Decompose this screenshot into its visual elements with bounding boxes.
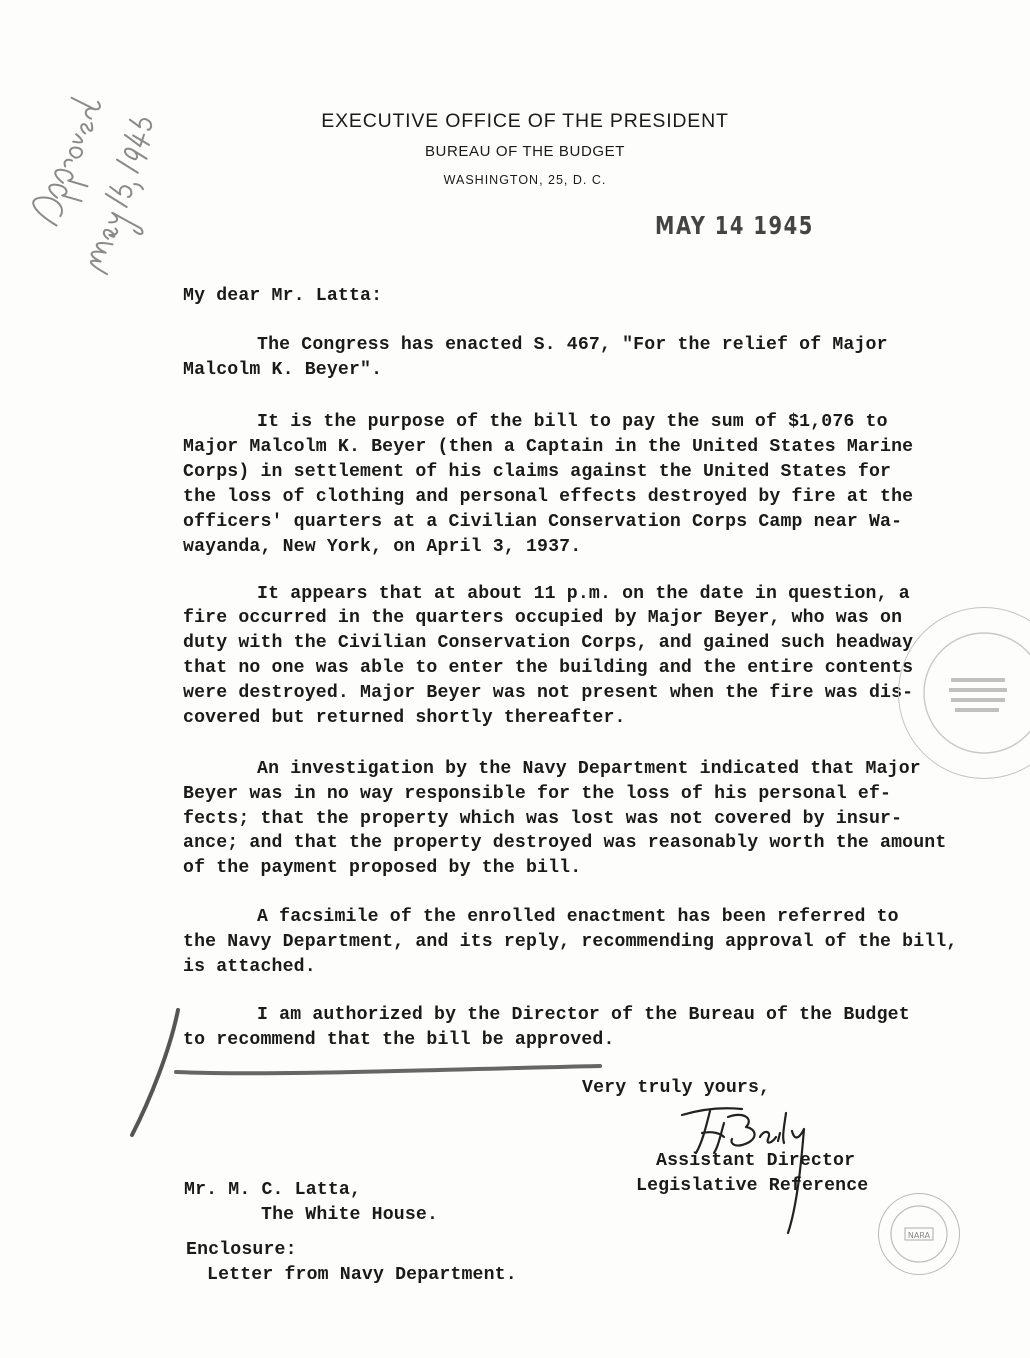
handwritten-approval-note <box>18 48 268 278</box>
paragraph-3-line: It appears that at about 11 p.m. on the date in question, a <box>257 584 910 604</box>
paragraph-5-line: the Navy Department, and its reply, recommending approval of the bill, <box>183 932 958 952</box>
library-seal-stamp <box>898 607 1030 779</box>
enclosure-label: Enclosure: <box>186 1240 297 1260</box>
paragraph-2-line: Corps) in settlement of his claims against the United States for <box>183 462 892 482</box>
letterhead-city: WASHINGTON, 25, D. C. <box>443 173 607 187</box>
closing: Very truly yours, <box>582 1078 771 1098</box>
paragraph-5-line: A facsimile of the enrolled enactment has been referred to <box>257 907 899 927</box>
paragraph-2-line: Major Malcolm K. Beyer (then a Captain in the United States Marine <box>183 437 914 457</box>
addressee-place: The White House. <box>261 1205 439 1225</box>
letterhead-bureau: BUREAU OF THE BUDGET <box>424 143 626 160</box>
paragraph-2-line: It is the purpose of the bill to pay the sum of $1,076 to <box>257 412 888 432</box>
svg-text:NARA: NARA <box>907 1231 931 1240</box>
paragraph-1-line: The Congress has enacted S. 467, "For the relief of Major <box>257 335 888 355</box>
paragraph-3-line: covered but returned shortly thereafter. <box>183 708 626 728</box>
paragraph-2-line: wayanda, New York, on April 3, 1937. <box>183 537 582 557</box>
salutation: My dear Mr. Latta: <box>183 286 383 306</box>
paragraph-4-line: Beyer was in no way responsible for the loss of his personal ef- <box>183 784 892 804</box>
paragraph-2-line: officers' quarters at a Civilian Conservation Corps Camp near Wa- <box>183 512 903 532</box>
paragraph-3-line: that no one was able to enter the building and the entire contents <box>183 658 914 678</box>
paragraph-3-line: were destroyed. Major Beyer was not present when the fire was dis- <box>183 683 914 703</box>
paragraph-1-line: Malcolm K. Beyer". <box>183 360 383 380</box>
paragraph-3-line: duty with the Civilian Conservation Corps, and gained such headway <box>183 633 914 653</box>
paragraph-2-line: the loss of clothing and personal effects destroyed by fire at the <box>183 487 914 507</box>
nara-seal-stamp <box>878 1193 960 1275</box>
date-stamp: MAY 14 1945 <box>655 211 814 240</box>
addressee-name: Mr. M. C. Latta, <box>184 1180 362 1200</box>
pencil-margin-mark <box>120 1000 660 1150</box>
signer-title-line2: Legislative Reference <box>636 1176 869 1196</box>
signer-title-line1: Assistant Director <box>656 1151 856 1171</box>
paragraph-6-line: to recommend that the bill be approved. <box>183 1030 615 1050</box>
letterhead-office: EXECUTIVE OFFICE OF THE PRESIDENT <box>321 110 729 132</box>
paragraph-4-line: fects; that the property which was lost was not covered by insur- <box>183 809 903 829</box>
paragraph-3-line: fire occurred in the quarters occupied by Major Beyer, who was on <box>183 608 903 628</box>
enclosure-item: Letter from Navy Department. <box>207 1265 517 1285</box>
paragraph-4-line: An investigation by the Navy Department indicated that Major <box>257 759 921 779</box>
paragraph-4-line: of the payment proposed by the bill. <box>183 858 582 878</box>
paragraph-4-line: ance; and that the property destroyed was reasonably worth the amount <box>183 833 947 853</box>
paragraph-5-line: is attached. <box>183 957 316 977</box>
paragraph-6-line: I am authorized by the Director of the Bureau of the Budget <box>257 1005 910 1025</box>
